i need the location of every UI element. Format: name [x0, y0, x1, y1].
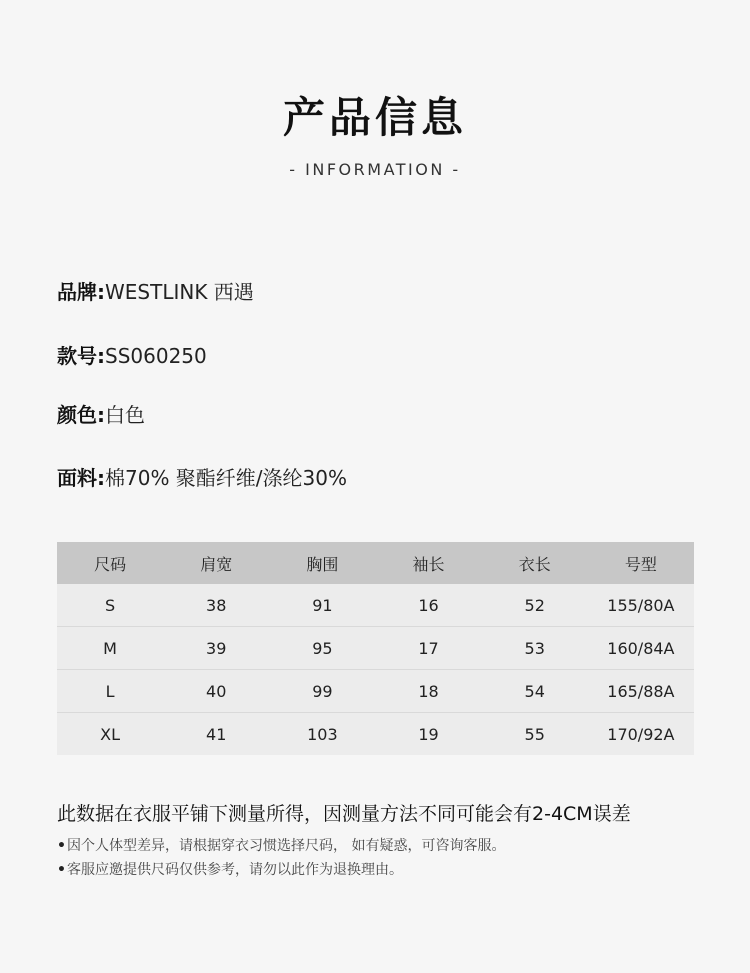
table-row [57, 627, 694, 670]
table-cell: 155/80A [588, 584, 694, 627]
table-cell: 165/88A [588, 670, 694, 713]
page-subtitle: - INFORMATION - [289, 160, 461, 179]
info-label: 品牌: [57, 280, 105, 304]
table-cell: 95 [269, 627, 375, 670]
bullet-icon: • [57, 862, 66, 878]
header-shoulder: 肩宽 [163, 542, 269, 584]
bullet-icon: • [57, 838, 66, 854]
table-cell: 41 [163, 713, 269, 756]
page-title: 产品信息 [282, 93, 467, 142]
table-cell: 16 [375, 584, 481, 627]
header-size: 尺码 [57, 542, 163, 584]
table-cell: 53 [482, 627, 588, 670]
table-cell: 17 [375, 627, 481, 670]
table-cell: M [57, 627, 163, 670]
info-value: 棉70% 聚酯纤维/涤纶30% [105, 466, 348, 490]
table-cell: 38 [163, 584, 269, 627]
note-item [57, 836, 505, 856]
header-sleeve: 袖长 [375, 542, 481, 584]
table-cell: L [57, 670, 163, 713]
note-text: 因个人体型差异，请根据穿衣习惯选择尺码， 如有疑惑，可咨询客服。 [67, 838, 506, 854]
info-color [57, 400, 145, 430]
table-cell: 91 [269, 584, 375, 627]
size-table [57, 542, 694, 755]
table-cell: XL [57, 713, 163, 756]
table-row [57, 584, 694, 627]
header-fit: 号型 [588, 542, 694, 584]
table-cell: 103 [269, 713, 375, 756]
table-cell: 18 [375, 670, 481, 713]
info-label: 颜色: [57, 403, 105, 427]
info-value: WESTLINK 西遇 [105, 280, 254, 304]
table-cell: 19 [375, 713, 481, 756]
header-chest: 胸围 [269, 542, 375, 584]
table-cell: 170/92A [588, 713, 694, 756]
header-length: 衣长 [482, 542, 588, 584]
info-style-number [57, 341, 207, 371]
measurement-note: 此数据在衣服平铺下测量所得，因测量方法不同可能会有2-4CM误差 [57, 803, 631, 825]
table-cell: S [57, 584, 163, 627]
info-brand [57, 277, 254, 307]
table-header-row [57, 542, 694, 584]
table-cell: 54 [482, 670, 588, 713]
table-cell: 160/84A [588, 627, 694, 670]
info-label: 款号: [57, 344, 105, 368]
info-value: SS060250 [105, 344, 207, 368]
table-row [57, 670, 694, 713]
table-row [57, 713, 694, 756]
table-cell: 52 [482, 584, 588, 627]
note-text: 客服应邀提供尺码仅供参考，请勿以此作为退换理由。 [67, 862, 403, 878]
note-item [57, 860, 403, 880]
table-cell: 55 [482, 713, 588, 756]
info-label: 面料: [57, 466, 105, 490]
info-value: 白色 [105, 403, 145, 427]
table-cell: 39 [163, 627, 269, 670]
table-cell: 40 [163, 670, 269, 713]
info-fabric [57, 463, 347, 493]
table-cell: 99 [269, 670, 375, 713]
